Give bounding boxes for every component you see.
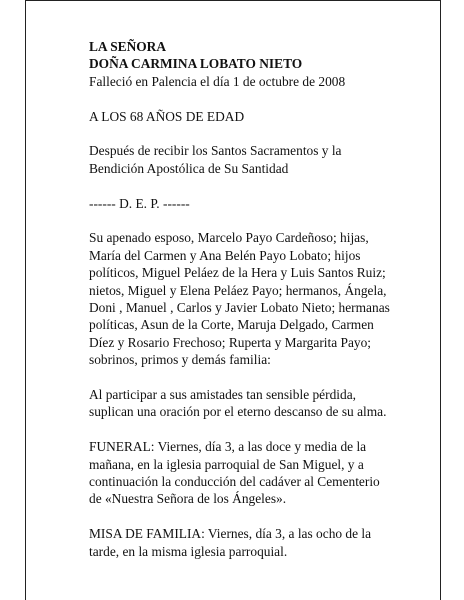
family-line: nietos, Miguel y Elena Peláez Payo; hermanos, Ángela, bbox=[89, 282, 387, 298]
sacraments-line: Después de recibir los Santos Sacramentos y la bbox=[89, 143, 342, 159]
sacraments-paragraph bbox=[89, 142, 427, 177]
funeral-line: mañana, en la iglesia parroquial de San Miguel, y a bbox=[89, 456, 364, 472]
title-line: LA SEÑORA bbox=[89, 39, 167, 54]
family-line: Su apenado esposo, Marcelo Payo Cardeñoso; hijas, bbox=[89, 230, 369, 246]
family-line: Doni , Manuel , Carlos y Javier Lobato Nieto; hermanas bbox=[89, 300, 390, 316]
funeral-line: FUNERAL: Viernes, día 3, a las doce y media de la bbox=[89, 439, 367, 455]
rip-line: ------ D. E. P. ------ bbox=[89, 195, 190, 211]
family-line: políticas, Asun de la Corte, Maruja Delgado, Carmen bbox=[89, 317, 374, 333]
family-line: sobrinos, primos y demás familia: bbox=[89, 352, 271, 368]
family-paragraph bbox=[89, 229, 427, 368]
funeral-line: continuación la conducción del cadáver al Cementerio bbox=[89, 474, 380, 490]
family-line: María del Carmen y Ana Belén Payo Lobato; hijos bbox=[89, 247, 361, 263]
obituary-text bbox=[89, 38, 427, 560]
request-line: suplican una oración por el eterno descanso de su alma. bbox=[89, 404, 387, 420]
age-line: A LOS 68 AÑOS DE EDAD bbox=[89, 108, 245, 124]
family-mass-line: tarde, en la misma iglesia parroquial. bbox=[89, 543, 288, 559]
family-line: Díez y Rosario Frechoso; Ruperta y Margarita Payo; bbox=[89, 334, 372, 350]
family-line: políticos, Miguel Peláez de la Hera y Luis Santos Ruiz; bbox=[89, 265, 386, 281]
request-line: Al participar a sus amistades tan sensible pérdida, bbox=[89, 387, 356, 403]
deceased-name: DOÑA CARMINA LOBATO NIETO bbox=[89, 56, 303, 72]
family-mass-line: MISA DE FAMILIA: Viernes, día 3, a las ocho de la bbox=[89, 526, 372, 542]
death-info: Falleció en Palencia el día 1 de octubre de 2008 bbox=[89, 73, 346, 89]
funeral-paragraph bbox=[89, 438, 427, 508]
family-mass-paragraph bbox=[89, 525, 427, 560]
request-paragraph bbox=[89, 386, 427, 421]
sacraments-line: Bendición Apostólica de Su Santidad bbox=[89, 160, 289, 176]
funeral-line: de «Nuestra Señora de los Ángeles». bbox=[89, 491, 287, 507]
